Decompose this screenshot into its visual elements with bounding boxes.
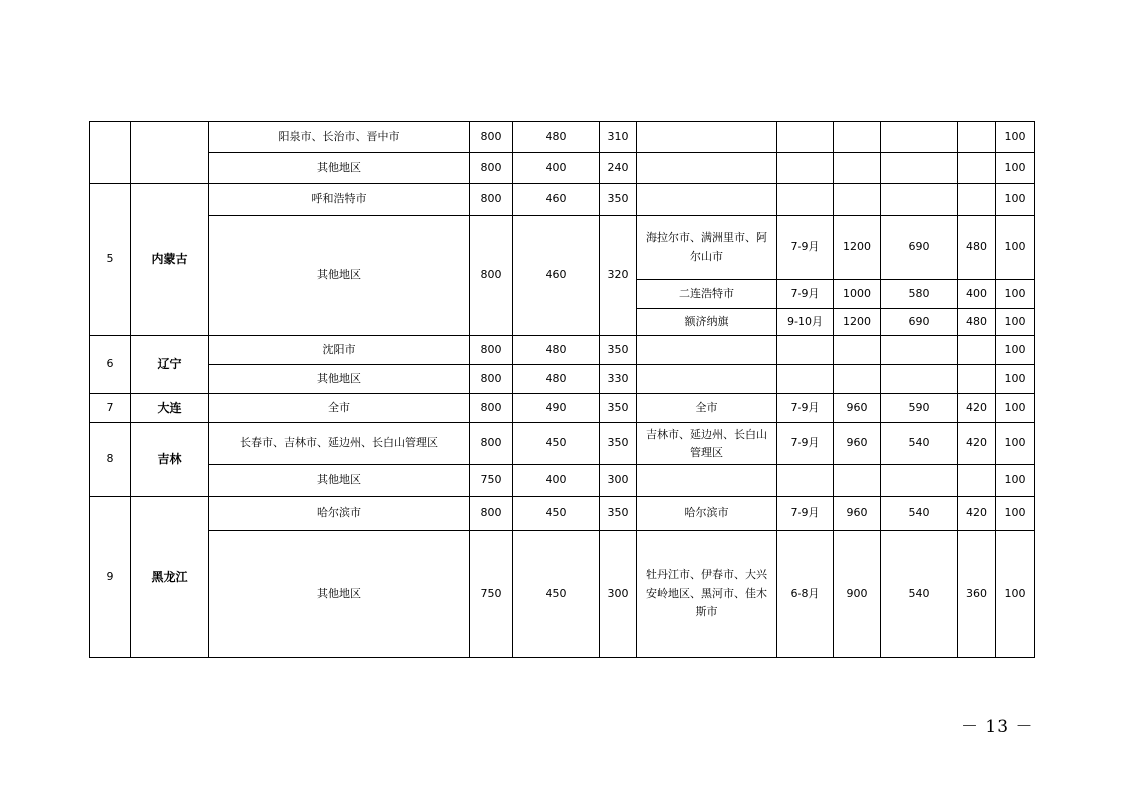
value-cell: 100 (996, 153, 1035, 184)
value-cell: 960 (834, 394, 881, 423)
season-period-cell: 6-8月 (777, 531, 834, 658)
value-cell: 360 (958, 531, 996, 658)
value-cell: 100 (996, 465, 1035, 497)
value-cell: 800 (470, 394, 513, 423)
value-cell: 100 (996, 365, 1035, 394)
index-cell: 8 (90, 423, 131, 497)
value-cell (834, 184, 881, 216)
value-cell: 350 (600, 497, 637, 531)
value-cell: 100 (996, 309, 1035, 336)
index-cell: 9 (90, 497, 131, 658)
value-cell (958, 153, 996, 184)
value-cell: 400 (513, 465, 600, 497)
value-cell: 1200 (834, 309, 881, 336)
value-cell: 960 (834, 423, 881, 465)
area-cell: 其他地区 (209, 531, 470, 658)
season-period-cell (777, 365, 834, 394)
table-row (90, 465, 1035, 497)
season-area-cell: 哈尔滨市 (637, 497, 777, 531)
page-number: － 13 － (961, 717, 1034, 737)
index-cell: 7 (90, 394, 131, 423)
value-cell (881, 122, 958, 153)
value-cell: 420 (958, 497, 996, 531)
table-row (90, 184, 1035, 216)
value-cell: 800 (470, 153, 513, 184)
value-cell: 800 (470, 336, 513, 365)
value-cell: 480 (958, 309, 996, 336)
value-cell (958, 365, 996, 394)
value-cell: 100 (996, 394, 1035, 423)
season-area-cell (637, 465, 777, 497)
table-row (90, 122, 1035, 153)
value-cell: 490 (513, 394, 600, 423)
season-period-cell: 7-9月 (777, 497, 834, 531)
province-cell (131, 122, 209, 184)
table-row (90, 216, 1035, 280)
table-row (90, 365, 1035, 394)
province-cell: 大连 (131, 394, 209, 423)
area-cell: 其他地区 (209, 216, 470, 336)
value-cell: 300 (600, 465, 637, 497)
season-period-cell (777, 153, 834, 184)
value-cell: 100 (996, 184, 1035, 216)
value-cell: 580 (881, 280, 958, 309)
table-row (90, 153, 1035, 184)
value-cell (958, 184, 996, 216)
value-cell: 100 (996, 497, 1035, 531)
season-area-cell (637, 122, 777, 153)
index-cell (90, 122, 131, 184)
index-cell: 5 (90, 184, 131, 336)
value-cell: 350 (600, 394, 637, 423)
value-cell (834, 465, 881, 497)
value-cell (881, 336, 958, 365)
value-cell: 690 (881, 309, 958, 336)
value-cell (881, 184, 958, 216)
area-cell: 沈阳市 (209, 336, 470, 365)
season-area-cell: 海拉尔市、满洲里市、阿尔山市 (637, 216, 777, 280)
table-row (90, 497, 1035, 531)
area-cell: 呼和浩特市 (209, 184, 470, 216)
season-area-cell: 吉林市、延边州、长白山管理区 (637, 423, 777, 465)
value-cell: 100 (996, 280, 1035, 309)
value-cell: 450 (513, 531, 600, 658)
season-period-cell (777, 122, 834, 153)
value-cell: 690 (881, 216, 958, 280)
value-cell: 1200 (834, 216, 881, 280)
season-period-cell: 7-9月 (777, 394, 834, 423)
area-cell: 哈尔滨市 (209, 497, 470, 531)
table-row (90, 423, 1035, 465)
value-cell: 480 (958, 216, 996, 280)
value-cell (834, 122, 881, 153)
season-period-cell: 9-10月 (777, 309, 834, 336)
value-cell: 400 (513, 153, 600, 184)
value-cell: 300 (600, 531, 637, 658)
value-cell: 350 (600, 423, 637, 465)
season-period-cell: 7-9月 (777, 423, 834, 465)
value-cell: 540 (881, 497, 958, 531)
season-area-cell (637, 184, 777, 216)
value-cell (881, 365, 958, 394)
season-period-cell (777, 184, 834, 216)
value-cell: 800 (470, 423, 513, 465)
standards-table (89, 121, 1035, 658)
season-period-cell: 7-9月 (777, 216, 834, 280)
value-cell: 960 (834, 497, 881, 531)
season-area-cell: 牡丹江市、伊春市、大兴安岭地区、黑河市、佳木斯市 (637, 531, 777, 658)
value-cell (881, 465, 958, 497)
value-cell: 100 (996, 216, 1035, 280)
area-cell: 其他地区 (209, 465, 470, 497)
value-cell: 480 (513, 336, 600, 365)
area-cell: 全市 (209, 394, 470, 423)
value-cell: 800 (470, 216, 513, 336)
season-area-cell: 额济纳旗 (637, 309, 777, 336)
value-cell (958, 465, 996, 497)
value-cell: 480 (513, 122, 600, 153)
value-cell: 450 (513, 423, 600, 465)
season-area-cell (637, 365, 777, 394)
value-cell: 480 (513, 365, 600, 394)
season-area-cell: 二连浩特市 (637, 280, 777, 309)
value-cell: 100 (996, 336, 1035, 365)
area-cell: 其他地区 (209, 153, 470, 184)
area-cell: 阳泉市、长治市、晋中市 (209, 122, 470, 153)
season-period-cell (777, 336, 834, 365)
value-cell: 750 (470, 465, 513, 497)
table-row (90, 394, 1035, 423)
value-cell: 800 (470, 497, 513, 531)
value-cell: 100 (996, 122, 1035, 153)
season-area-cell (637, 336, 777, 365)
province-cell: 吉林 (131, 423, 209, 497)
value-cell: 350 (600, 336, 637, 365)
value-cell (881, 153, 958, 184)
value-cell (958, 336, 996, 365)
value-cell: 800 (470, 365, 513, 394)
value-cell (834, 365, 881, 394)
value-cell: 540 (881, 423, 958, 465)
season-area-cell (637, 153, 777, 184)
province-cell: 辽宁 (131, 336, 209, 394)
value-cell: 320 (600, 216, 637, 336)
area-cell: 其他地区 (209, 365, 470, 394)
value-cell: 350 (600, 184, 637, 216)
value-cell (834, 336, 881, 365)
province-cell: 黑龙江 (131, 497, 209, 658)
value-cell: 420 (958, 423, 996, 465)
value-cell: 800 (470, 122, 513, 153)
area-cell: 长春市、吉林市、延边州、长白山管理区 (209, 423, 470, 465)
season-period-cell (777, 465, 834, 497)
value-cell: 590 (881, 394, 958, 423)
value-cell: 750 (470, 531, 513, 658)
value-cell: 800 (470, 184, 513, 216)
table-row (90, 336, 1035, 365)
value-cell: 310 (600, 122, 637, 153)
value-cell (834, 153, 881, 184)
value-cell: 400 (958, 280, 996, 309)
value-cell: 100 (996, 531, 1035, 658)
value-cell: 1000 (834, 280, 881, 309)
value-cell: 460 (513, 216, 600, 336)
province-cell: 内蒙古 (131, 184, 209, 336)
table-row (90, 531, 1035, 658)
value-cell: 240 (600, 153, 637, 184)
value-cell: 450 (513, 497, 600, 531)
index-cell: 6 (90, 336, 131, 394)
season-area-cell: 全市 (637, 394, 777, 423)
value-cell: 100 (996, 423, 1035, 465)
season-period-cell: 7-9月 (777, 280, 834, 309)
value-cell: 900 (834, 531, 881, 658)
value-cell (958, 122, 996, 153)
value-cell: 420 (958, 394, 996, 423)
value-cell: 330 (600, 365, 637, 394)
value-cell: 540 (881, 531, 958, 658)
value-cell: 460 (513, 184, 600, 216)
